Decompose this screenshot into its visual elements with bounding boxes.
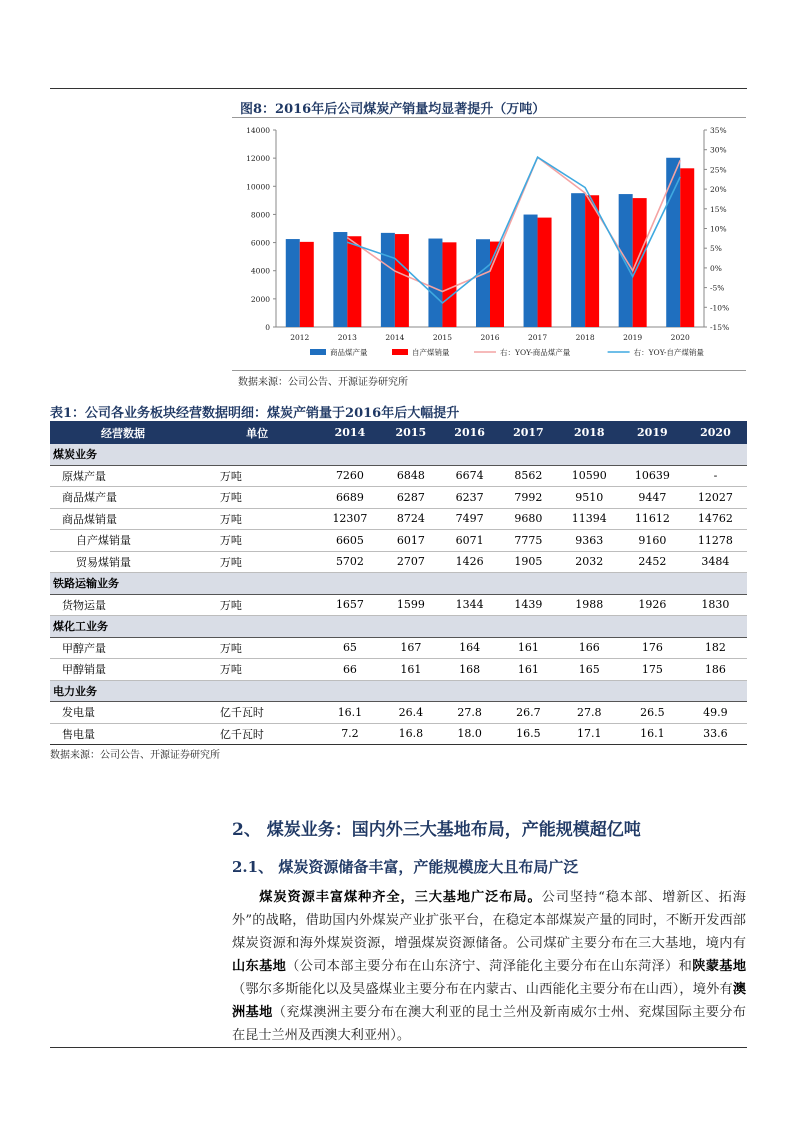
paragraph-text-2: （公司本部主要分布在山东济宁、菏泽能化主要分布在山东菏泽）和 <box>286 959 693 974</box>
bar-own-sales <box>395 234 409 327</box>
table-cell: 164 <box>440 637 499 659</box>
table-source: 数据来源：公司公告、开源证券研究所 <box>50 750 220 761</box>
table-cell: 11612 <box>621 508 684 530</box>
table-header-cell: 2020 <box>684 421 747 444</box>
paragraph-text-4: （兖煤澳洲主要分布在澳大利亚的昆士兰州及新南威尔士州、兖煤国际主要分布在昆士兰州及西澳大利亚州）。 <box>232 1005 746 1043</box>
table-cell: 1905 <box>499 551 558 573</box>
table-row <box>50 637 747 659</box>
table-cell: 6287 <box>381 487 440 509</box>
table-cell: 161 <box>499 659 558 681</box>
row-label: 甲醇产量 <box>50 637 196 659</box>
left-tick-label: 10000 <box>246 182 270 192</box>
table-cell: 2032 <box>558 551 621 573</box>
table-cell: 66 <box>318 659 381 681</box>
table-cell: 7497 <box>440 508 499 530</box>
right-tick-label: -5% <box>710 283 725 293</box>
row-unit: 万吨 <box>196 637 319 659</box>
bar-commodity-output <box>381 233 395 327</box>
figure-source: 数据来源：公司公告、开源证券研究所 <box>238 377 408 388</box>
section-name: 铁路运输业务 <box>50 573 747 595</box>
table-cell: 8724 <box>381 508 440 530</box>
section-name: 煤化工业务 <box>50 616 747 638</box>
table-cell: 65 <box>318 637 381 659</box>
table-cell: 7.2 <box>318 723 381 745</box>
table-cell: 9680 <box>499 508 558 530</box>
table-cell: 14762 <box>684 508 747 530</box>
x-tick-label: 2013 <box>337 333 357 342</box>
bar-own-sales <box>538 218 552 327</box>
legend-label: 商品煤产量 <box>330 348 368 357</box>
row-unit: 万吨 <box>196 530 319 552</box>
bar-own-sales <box>585 195 599 327</box>
table-cell: 8562 <box>499 465 558 487</box>
table-header-row <box>50 421 747 444</box>
table-header-cell: 经营数据 <box>50 421 196 444</box>
table-row <box>50 508 747 530</box>
table-cell: 6689 <box>318 487 381 509</box>
x-tick-label: 2018 <box>575 333 595 342</box>
paragraph-text-1: 公司坚持“稳本部、增新区、拓海外”的战略，借助国内外煤炭产业扩张平台，在稳定本部煤炭产量的同时，不断开发西部煤炭资源和海外煤炭资源，增强煤炭资源储备。公司煤矿主要分布在三大基地，境内有 <box>232 890 746 951</box>
figure-title: 图8：2016年后公司煤炭产销量均显著提升（万吨） <box>240 102 546 117</box>
right-tick-label: 0% <box>710 263 722 273</box>
table-row <box>50 487 747 509</box>
table-row <box>50 465 747 487</box>
table-header-cell: 单位 <box>196 421 319 444</box>
right-tick-label: 30% <box>710 145 727 155</box>
table-section-row <box>50 444 747 465</box>
table-cell: 1599 <box>381 594 440 616</box>
shaanxi-mongolia-base: 陕蒙基地 <box>692 959 747 974</box>
table-cell: 186 <box>684 659 747 681</box>
table-cell: 11278 <box>684 530 747 552</box>
section-name: 电力业务 <box>50 680 747 702</box>
table-cell: 161 <box>499 637 558 659</box>
row-label: 商品煤产量 <box>50 487 196 509</box>
body-paragraph <box>232 886 746 1047</box>
table-header-cell: 2019 <box>621 421 684 444</box>
coal-output-chart <box>232 118 746 370</box>
right-tick-label: -15% <box>710 323 730 332</box>
table-cell: 16.1 <box>318 702 381 724</box>
table-cell: 7260 <box>318 465 381 487</box>
table-cell: 11394 <box>558 508 621 530</box>
legend-swatch <box>310 349 326 355</box>
bar-commodity-output <box>476 239 490 327</box>
row-label: 售电量 <box>50 723 196 745</box>
table-cell: 161 <box>381 659 440 681</box>
row-unit: 亿千瓦时 <box>196 723 319 745</box>
table-section-row <box>50 616 747 638</box>
table-title: 表1：公司各业务板块经营数据明细：煤炭产销量于2016年后大幅提升 <box>50 406 460 421</box>
bar-commodity-output <box>524 215 538 327</box>
shandong-base: 山东基地 <box>232 959 287 974</box>
section-heading: 2、 煤炭业务：国内外三大基地布局，产能规模超亿吨 <box>232 820 641 840</box>
x-tick-label: 2019 <box>623 333 643 342</box>
x-tick-label: 2012 <box>290 333 310 342</box>
bar-own-sales <box>442 242 456 327</box>
table-cell: 26.4 <box>381 702 440 724</box>
paragraph-text-3: （鄂尔多斯能化以及昊盛煤业主要分布在内蒙古、山西能化主要分布在山西），境外有 <box>232 982 733 997</box>
right-tick-label: 10% <box>710 224 727 234</box>
table-section-row <box>50 680 747 702</box>
table-cell: 5702 <box>318 551 381 573</box>
right-tick-label: 5% <box>710 244 722 254</box>
australia-base: 澳洲基地 <box>232 982 746 1020</box>
table-row <box>50 551 747 573</box>
table-cell: 1426 <box>440 551 499 573</box>
table-section-row <box>50 573 747 595</box>
bottom-rule <box>50 1047 747 1048</box>
bar-commodity-output <box>333 232 347 327</box>
table-cell: 6848 <box>381 465 440 487</box>
table-cell: 1830 <box>684 594 747 616</box>
table-cell: 165 <box>558 659 621 681</box>
bar-commodity-output <box>286 239 300 327</box>
table-cell: 3484 <box>684 551 747 573</box>
table-cell: 182 <box>684 637 747 659</box>
x-tick-label: 2015 <box>432 333 452 342</box>
table-cell: 27.8 <box>440 702 499 724</box>
table-cell: 16.1 <box>621 723 684 745</box>
row-label: 自产煤销量 <box>50 530 196 552</box>
table-cell: 12027 <box>684 487 747 509</box>
table-cell: 18.0 <box>440 723 499 745</box>
table-cell: 1439 <box>499 594 558 616</box>
operating-data-table <box>50 421 747 745</box>
section-name: 煤炭业务 <box>50 444 747 465</box>
table-cell: 16.5 <box>499 723 558 745</box>
left-tick-label: 0 <box>265 323 270 332</box>
table-header-cell: 2017 <box>499 421 558 444</box>
table-cell: 168 <box>440 659 499 681</box>
table-cell: 10590 <box>558 465 621 487</box>
x-tick-label: 2017 <box>528 333 548 342</box>
row-label: 贸易煤销量 <box>50 551 196 573</box>
subsection-heading: 2.1、 煤炭资源储备丰富，产能规模庞大且布局广泛 <box>232 858 579 876</box>
right-tick-label: 35% <box>710 126 727 135</box>
table-header-cell: 2015 <box>381 421 440 444</box>
left-tick-label: 6000 <box>250 238 270 248</box>
table-row <box>50 702 747 724</box>
bar-own-sales <box>300 242 314 327</box>
left-tick-label: 8000 <box>250 210 270 220</box>
paragraph-lead: 煤炭资源丰富煤种齐全，三大基地广泛布局。 <box>258 890 542 905</box>
table-cell: 6605 <box>318 530 381 552</box>
table-cell: 1926 <box>621 594 684 616</box>
table-header-cell: 2014 <box>318 421 381 444</box>
top-rule <box>50 88 747 89</box>
table-cell: 6017 <box>381 530 440 552</box>
figure-frame <box>232 117 746 371</box>
table-cell: 167 <box>381 637 440 659</box>
table-cell: 2452 <box>621 551 684 573</box>
table-cell: 7775 <box>499 530 558 552</box>
row-label: 原煤产量 <box>50 465 196 487</box>
table-cell: 27.8 <box>558 702 621 724</box>
table-cell: 1344 <box>440 594 499 616</box>
table-cell: 176 <box>621 637 684 659</box>
table-cell: 1657 <box>318 594 381 616</box>
table-cell: 10639 <box>621 465 684 487</box>
right-tick-label: 20% <box>710 185 727 195</box>
row-unit: 亿千瓦时 <box>196 702 319 724</box>
table-row <box>50 723 747 745</box>
left-tick-label: 2000 <box>250 294 270 304</box>
row-label: 货物运量 <box>50 594 196 616</box>
table-cell: 26.7 <box>499 702 558 724</box>
table-cell: 175 <box>621 659 684 681</box>
x-tick-label: 2014 <box>385 333 405 342</box>
bar-own-sales <box>680 168 694 327</box>
table-cell: 9363 <box>558 530 621 552</box>
bar-own-sales <box>347 236 361 327</box>
table-header-cell: 2018 <box>558 421 621 444</box>
bar-commodity-output <box>666 158 680 327</box>
table-cell: 49.9 <box>684 702 747 724</box>
table-row <box>50 659 747 681</box>
legend-swatch <box>392 349 408 355</box>
row-unit: 万吨 <box>196 487 319 509</box>
table-cell: 6071 <box>440 530 499 552</box>
table-cell: 2707 <box>381 551 440 573</box>
table-cell: 9447 <box>621 487 684 509</box>
row-unit: 万吨 <box>196 594 319 616</box>
table-cell: - <box>684 465 747 487</box>
table-row <box>50 594 747 616</box>
table-header-cell: 2016 <box>440 421 499 444</box>
row-label: 商品煤销量 <box>50 508 196 530</box>
bar-commodity-output <box>428 239 442 327</box>
table-cell: 12307 <box>318 508 381 530</box>
row-unit: 万吨 <box>196 659 319 681</box>
table-cell: 17.1 <box>558 723 621 745</box>
table-cell: 166 <box>558 637 621 659</box>
x-tick-label: 2016 <box>480 333 500 342</box>
table-cell: 7992 <box>499 487 558 509</box>
right-tick-label: 15% <box>710 204 727 214</box>
bar-commodity-output <box>571 193 585 327</box>
table-cell: 9160 <box>621 530 684 552</box>
right-tick-label: -10% <box>710 303 730 313</box>
left-tick-label: 14000 <box>246 126 270 135</box>
table-cell: 6674 <box>440 465 499 487</box>
table-cell: 16.8 <box>381 723 440 745</box>
table-cell: 1988 <box>558 594 621 616</box>
right-tick-label: 25% <box>710 165 727 175</box>
table-cell: 26.5 <box>621 702 684 724</box>
legend-label: 右：YOY-自产煤销量 <box>633 348 704 357</box>
left-tick-label: 12000 <box>246 154 270 164</box>
left-tick-label: 4000 <box>250 266 270 276</box>
legend-label: 右：YOY-商品煤产量 <box>500 348 571 357</box>
table-cell: 9510 <box>558 487 621 509</box>
row-label: 发电量 <box>50 702 196 724</box>
table-row <box>50 530 747 552</box>
legend-label: 自产煤销量 <box>412 348 450 357</box>
x-tick-label: 2020 <box>670 333 690 342</box>
row-unit: 万吨 <box>196 508 319 530</box>
row-label: 甲醇销量 <box>50 659 196 681</box>
row-unit: 万吨 <box>196 465 319 487</box>
row-unit: 万吨 <box>196 551 319 573</box>
table-cell: 6237 <box>440 487 499 509</box>
table-cell: 33.6 <box>684 723 747 745</box>
